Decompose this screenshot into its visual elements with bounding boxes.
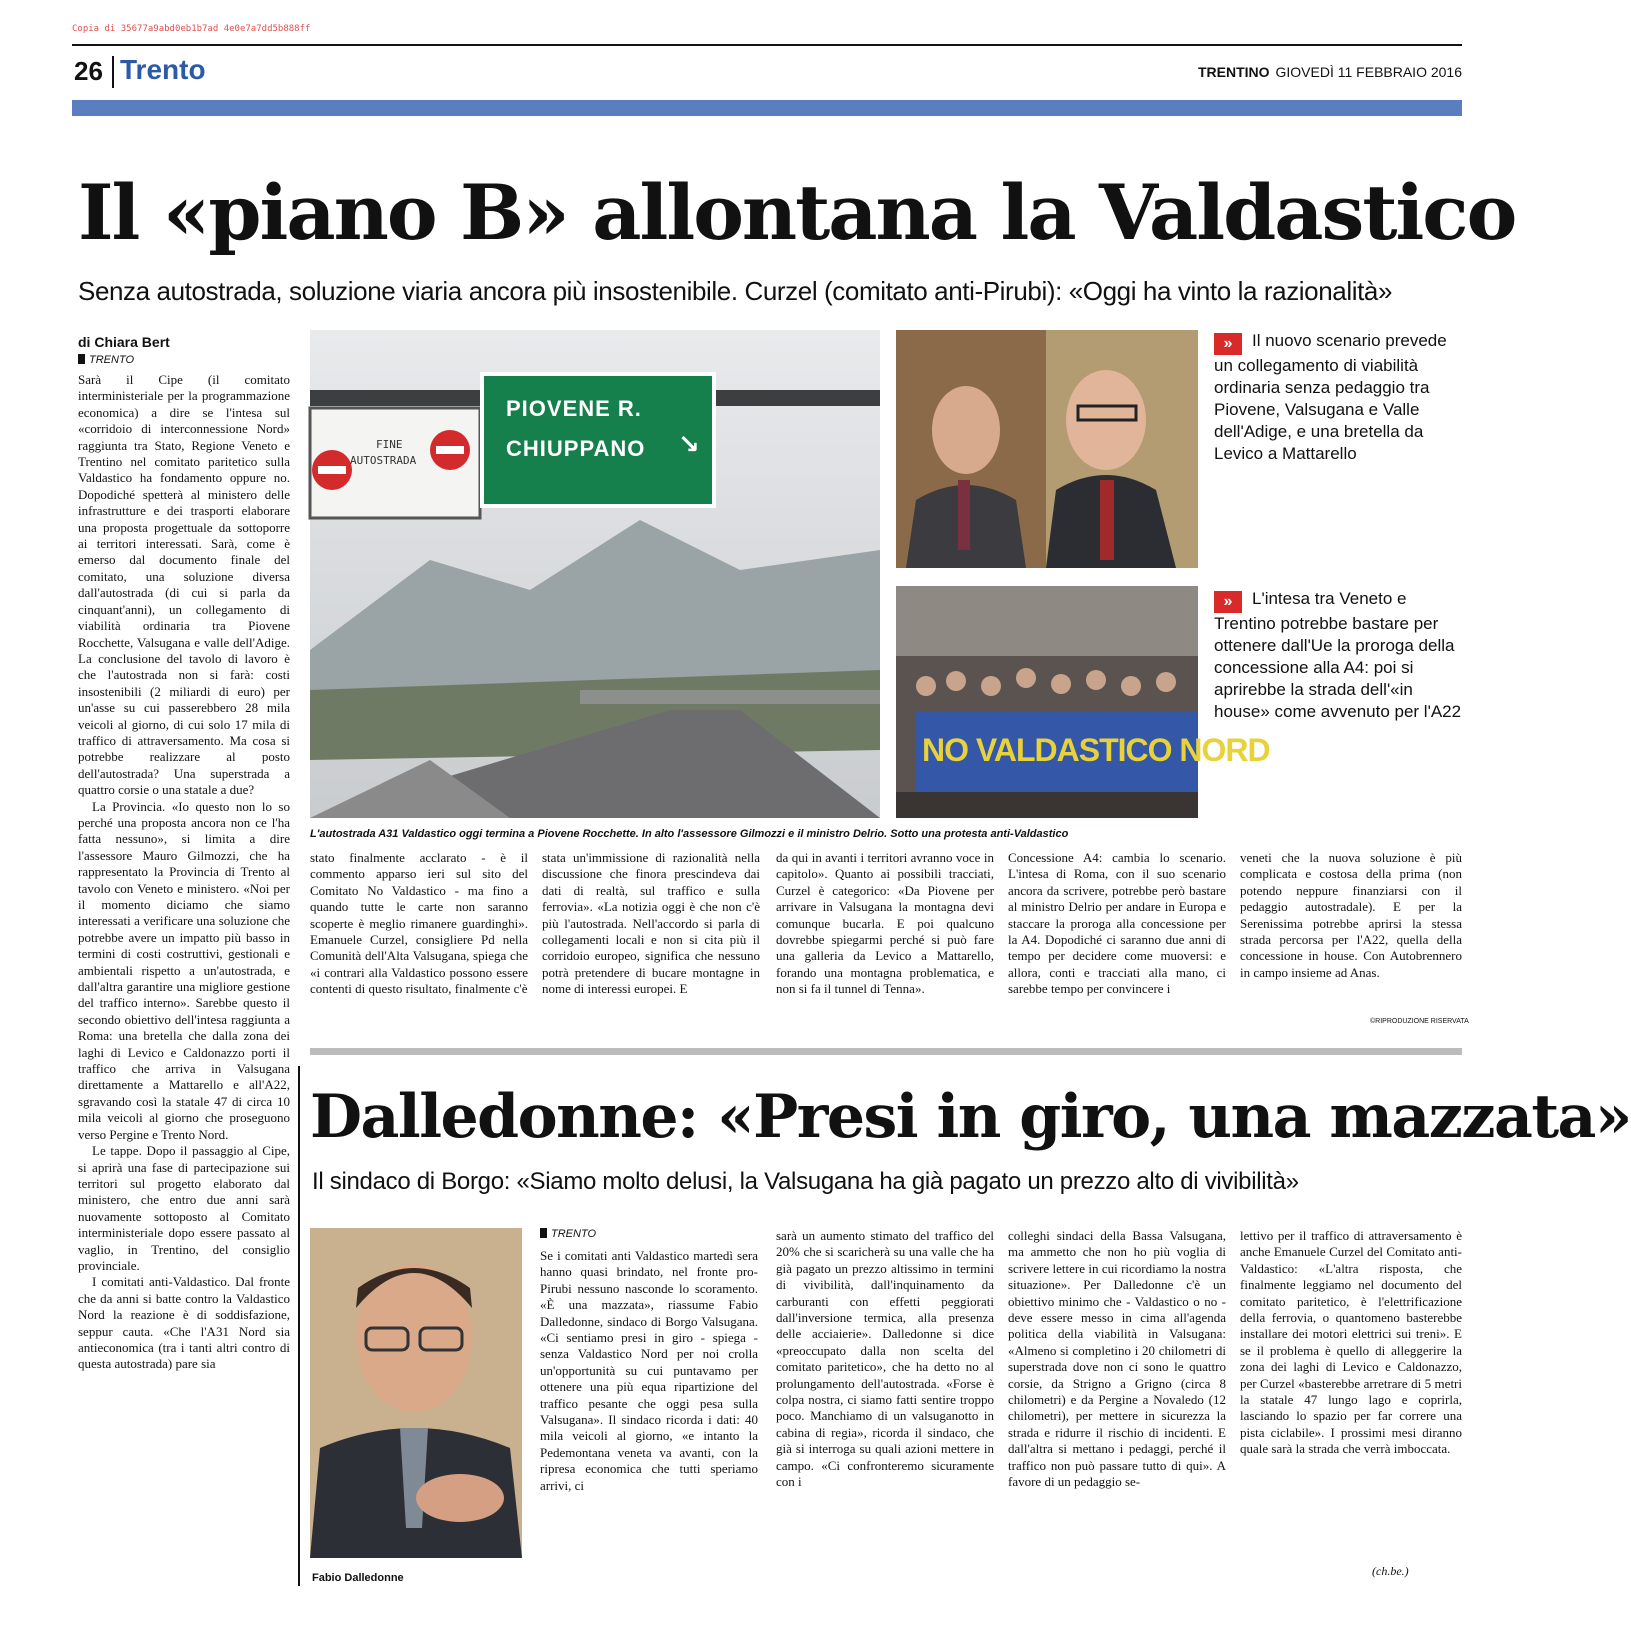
arrow-down-right-icon: ↘	[678, 430, 700, 460]
dateline: TRENTO	[78, 354, 134, 366]
issue-date: GIOVEDÌ 11 FEBBRAIO 2016	[1275, 64, 1462, 80]
byline: di Chiara Bert	[78, 334, 170, 350]
protest-illustration	[896, 586, 1270, 818]
direction-sign-line1: PIOVENE R.	[506, 396, 642, 421]
top-rule	[72, 44, 1462, 46]
highlight-text: Il nuovo scenario prevede un collegamento di viabilità ordinaria senza pedaggio tra Piovene, Valsugana e Valle dell'Adige, e una bretella da Levico a Mattarello	[1214, 331, 1447, 463]
article1-column-6: veneti che la nuova soluzione è più complicata e costosa della prima (non potendo neppure finanziarsi con il pedaggio autostradale). E per la Serenissima potrebbe aprirsi la stessa strada percorsa per l'A22, quella della concessione in house. Con Autobrennero in campo insieme ad Anas.	[1240, 850, 1462, 980]
article2-column-4: lettivo per il traffico di attraversamento è anche Emanuele Curzel del Comitato anti-Valdastico: «L'altra risposta, che finalmente leggiamo nel documento del comitato paritetico, è l'elettrificazione della ferrovia, o quantomeno basterebbe installare dei motori elettrici sui treni». E se il problema è quello di alleggerire la zona dei laghi di Levico e Caldonazzo, per Curzel «basterebbe arretrare di 5 metri la statale 47 lungo lago e coprirla, lasciando lo spazio per far correre una pista ciclabile». I prossimi mesi diranno quale sarà la strada che verrà imboccata.	[1240, 1228, 1462, 1457]
highlight-box-1	[1214, 330, 1462, 465]
highlight-box-2	[1214, 588, 1462, 723]
protest-photo	[896, 586, 1270, 818]
main-headline: Il «piano B» allontana la Valdastico	[78, 168, 1516, 257]
fine-autostrada-sign-line1: FINE	[376, 438, 403, 451]
newspaper-name: TRENTINO	[1197, 64, 1270, 80]
article1-column-1	[78, 372, 290, 1596]
second-headline: Dalledonne: «Presi in giro, una mazzata»	[310, 1082, 1631, 1152]
article1-column-4: da qui in avanti i territori avranno voce in capitolo». Quanto ai possibili tracciati, Curzel è categorico: «Da Piovene per arrivare in Valsugana la montagna devi comunque bucarla. E poi qualcuno dovrebbe spiegarmi perché si può fare una galleria da Levico a Mattarello, forando una montagna problematica, e non si fa il tunnel di Tenna».	[776, 850, 994, 997]
highway-photo	[310, 330, 880, 818]
article1-column-5: Concessione A4: cambia lo scenario. L'intesa di Roma, con il suo scenario ancora da scrivere, potrebbe però bastare al ministro Delrio per andare in Europa e staccare la proroga alla concessione per la A4. Dopodiché ci saranno due anni di tempo per decidere come muoversi: e allora, conti e tracciati alla mano, ci sarebbe tempo per convincere i	[1008, 850, 1226, 997]
copyright-strip: Copia di 35677a9abd0eb1b7ad 4e0e7a7dd5b888ff	[72, 24, 311, 34]
article1-column-3: stata un'immissione di razionalità nella discussione che finora prescindeva dai dati di realtà, sul traffico e sulla ferrovia». «La notizia oggi è che non c'è più l'autostrada. Nell'accordo si parla di collegamenti locali e non si cita più il corridoio europeo, significa che nessuno potrà pretendere di bucare montagne in nome di interessi europei. E	[542, 850, 760, 997]
dateline-marker-icon	[78, 354, 85, 364]
article2-column-2: sarà un aumento stimato del traffico del 20% che si scaricherà su una valle che ha già pagato un prezzo altissimo in termini di vivibilità, dall'inquinamento da carburanti con effetti peggiorati dall'inversione termica, alla presenza delle acciaierie». Dalledonne si dice «preoccupato dalla non scelta del comitato paritetico», che ha detto no al prolungamento dell'autostrada. «Forse è colpa nostra, ci siamo fatti sentire troppo poco. Manchiamo di un valsuganotto in cabina di regia», ricorda il sindaco, che già si interroga su quali azioni mettere in campo. «Ci confronteremo sicuramente con i	[776, 1228, 994, 1490]
second-subheadline: Il sindaco di Borgo: «Siamo molto delusi, la Valsugana ha già pagato un prezzo alto di vivibilità»	[312, 1168, 1299, 1195]
highlight-marker-icon: »	[1214, 591, 1242, 613]
masthead	[1198, 64, 1462, 80]
paragraph: I comitati anti-Valdastico. Dal fronte che da anni si batte contro la Valdastico Nord la reazione è di soddisfazione, seppur cauta. «Che l'A31 Nord sia antieconomica (tra i tanti altri contro di questa autostrada) pare sia	[78, 1274, 290, 1372]
section-title: Trento	[120, 54, 206, 85]
dateline-marker-icon	[540, 1228, 547, 1238]
paragraph: Sarà il Cipe (il comitato interministeriale per la programmazione economica) a dire se l'intesa sul «corridoio di interconnessione Nord» raggiunta tra Stato, Regione Veneto e Trentino nel comitato paritetico sulla Valdastico ha fondamento oppure no. Dopodiché spetterà al ministero delle infrastrutture e dei trasporti elaborare una proposta progettuale da sottoporre ai territori interessati. Sarà, come è emerso dal documento finale del comitato, una soluzione diversa dall'autostrada (di cui si parla da cinquant'anni), un collegamento di viabilità ordinaria tra Piovene Rocchette, Valsugana e valle dell'Adige. La conclusione del tavolo di lavoro è che l'autostrada non si farà: costi insostenibili (2 miliardi di euro) per un'asse su cui passerebbero 28 mila veicoli al giorno, di cui solo 17 mila di traffico di attraversamento. Ma cosa si potrebbe realizzare al posto dell'autostrada? Una superstrada a quattro corsie o una statale a due?	[78, 372, 290, 798]
author-signature: (ch.be.)	[1372, 1564, 1409, 1578]
article2-column-3: colleghi sindaci della Bassa Valsugana, ma ammetto che non ho più voglia di scrivere lettere in cui ricordiamo la nostra situazione». Per Dalledonne c'è un obiettivo minimo che - Valdastico o no - deve essere messo in cima all'agenda politica della viabilità in Valsugana: «Almeno si completino i 20 chilometri di superstrada dove non ci sono le quattro corsie, da Strigno a Grigno (circa 8 chilometri) e da Pergine a Novaledo (12 chilometri), per mettere in sicurezza la strada e ridurre il rischio di incidenti. E dall'altra si mettano i pedaggi, perché il traffico non può passare tutto di qui». A favore di un pedaggio se-	[1008, 1228, 1226, 1490]
officials-photo	[896, 330, 1198, 568]
highlight-text: L'intesa tra Veneto e Trentino potrebbe bastare per ottenere dall'Ue la proroga della concessione alla A4: poi si aprirebbe la strada dell'«in house» come avvenuto per l'A22	[1214, 589, 1462, 721]
photo-caption: L'autostrada A31 Valdastico oggi termina a Piovene Rocchette. In alto l'assessore Gilmozzi e il ministro Delrio. Sotto una protesta anti-Valdastico	[310, 828, 1069, 840]
direction-sign-line2: CHIUPPANO	[506, 436, 646, 461]
highlight-marker-icon: »	[1214, 333, 1242, 355]
dateline-2: TRENTO	[540, 1228, 596, 1240]
paragraph: Le tappe. Dopo il passaggio al Cipe, si aprirà una fase di partecipazione sui territori sul progetto elaborato dal ministero, che entro due anni sarà nuovamente sottoposto al Comitato interministeriale dopo essere passato al vaglio, in Trentino, del consiglio provinciale.	[78, 1143, 290, 1273]
column-rule	[298, 1066, 300, 1586]
reproduction-notice: ©RIPRODUZIONE RISERVATA	[1370, 1018, 1469, 1025]
page-number: 26	[74, 56, 103, 86]
fine-autostrada-sign-line2: AUTOSTRADA	[350, 454, 417, 467]
main-subheadline: Senza autostrada, soluzione viaria ancora più insostenibile. Curzel (comitato anti-Pirubi): «Oggi ha vinto la razionalità»	[78, 276, 1393, 306]
dalledonne-photo	[310, 1228, 522, 1558]
article-divider	[310, 1048, 1462, 1055]
portrait-illustration	[310, 1228, 522, 1558]
section-separator	[112, 56, 114, 88]
section-color-bar	[72, 100, 1462, 116]
officials-illustration	[896, 330, 1198, 568]
paragraph: La Provincia. «Io questo non lo so perché una proposta ancora non ce l'ha fatta nessuno», si limita a dire l'assessore Mauro Gilmozzi, che ha rappresentato la Provincia di Trento al tavolo con Veneto e ministero. «Noi per il momento diciamo che siamo interessati a verificare una soluzione che potrebbe avere un impatto più basso in termini di costi costruttivi, gestionali e ambientali rispetto a un'autostrada, e dall'altra garantire una migliore gestione del traffico interno». Sarebbe questo il secondo obiettivo dell'intesa raggiunta a Roma: una bretella che dalla zona dei laghi di Levico e Caldonazzo porti il traffico che arriva in Valsugana direttamente a Mattarello e all'A22, sgravando così la statale 47 di circa 10 mila veicoli al giorno che proseguono verso Pergine e Trento Nord.	[78, 798, 290, 1142]
protest-banner-text: NO VALDASTICO NORD	[922, 732, 1270, 768]
article2-column-1: Se i comitati anti Valdastico martedì sera hanno quasi brindato, nel fronte pro-Pirubi nessuno nasconde lo scoramento. «È una mazzata», riassume Fabio Dalledonne, sindaco di Borgo Valsugana. «Ci sentiamo presi in giro - spiega - senza Valdastico Nord per noi crolla un'opportunità su cui puntavamo per ottenere una più equa ripartizione del traffico pesante che oggi pesa sulla Valsugana». Il sindaco ricorda i dati: 40 mila veicoli al giorno, «e intanto la Pedemontana veneta va avanti, con la ripresa economica che tutti speriamo arrivi, ci	[540, 1248, 758, 1493]
article1-column-2: stato finalmente acclarato - è il commento apparso ieri sul sito del Comitato No Valdastico - ma fino a quando tutte le carte non saranno scoperte è meglio rimanere guardinghi». Emanuele Curzel, consigliere Pd nella Comunità dell'Alta Valsugana, spiega che «i contrari alla Valdastico possono essere contenti di questo risultato, finalmente c'è	[310, 850, 528, 997]
photo-credit: Fabio Dalledonne	[312, 1572, 404, 1584]
